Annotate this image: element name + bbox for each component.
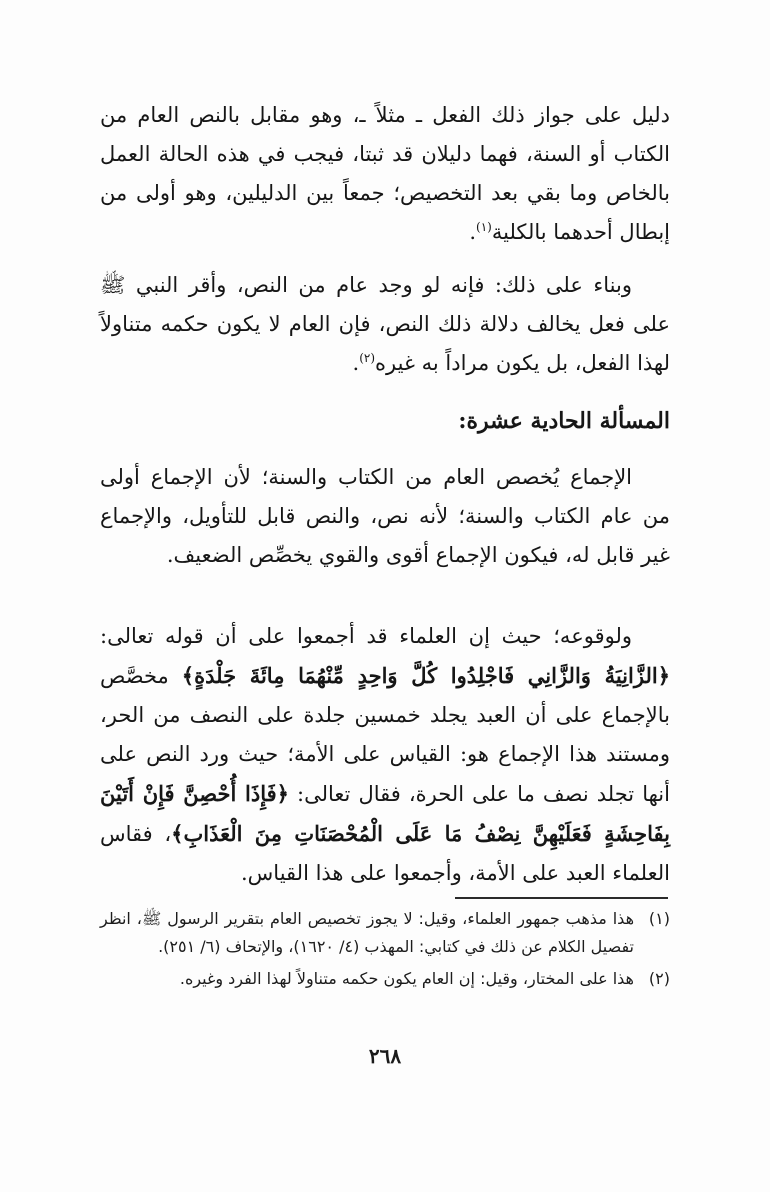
paragraph-3	[100, 458, 670, 575]
quran-bracket-open-2: ﴿	[276, 781, 289, 806]
paragraph-4-middle: مخصَّص بالإجماع على أن العبد يجلد خمسين جلدة على النصف من الحر، ومستند هذا الإجماع هو: القياس على الأمة؛ حيث ورد النص على أنها تجلد نصف ما على الحرة، فقال تعالى:	[100, 664, 670, 806]
footnote-ref-1: (١)	[476, 220, 492, 234]
quran-verse-2: فَإِذَا أُحْصِنَّ فَإِنْ أَتَيْنَ بِفَاحِشَةٍ فَعَلَيْهِنَّ نِصْفُ مَا عَلَى الْمُحْصَنَاتِ مِنَ الْعَذَابِ	[100, 781, 670, 846]
footnote-2-text: هذا على المختار، وقيل: إن العام يكون حكمه متناولاً لهذا الفرد وغيره.	[179, 969, 634, 988]
paragraph-2	[100, 266, 670, 383]
quran-bracket-open: ﴿	[657, 663, 670, 688]
paragraph-1-text: دليل على جواز ذلك الفعل ـ مثلاً ـ، وهو مقابل بالنص العام من الكتاب أو السنة، فهما دليلان قد ثبتا، فيجب في هذه الحالة العمل بالخاص وما بقي بعد التخصيص؛ جمعاً بين الدليلين، وهو أولى من إبطال أحدهما بالكلية	[100, 103, 670, 244]
paragraph-3-text: الإجماع يُخصص العام من الكتاب والسنة؛ لأن الإجماع أولى من عام الكتاب والسنة؛ لأنه نص، والنص قابل للتأويل، والإجماع غير قابل له، فيكون الإجماع أقوى والقوي يخصِّص الضعيف.	[100, 465, 670, 567]
footnote-1-number: (١)	[648, 909, 670, 928]
footnote-ref-2: (٢)	[359, 351, 376, 365]
quran-bracket-close-2: ﴾	[171, 821, 184, 846]
footnotes	[100, 905, 670, 997]
paragraph-4	[100, 617, 670, 893]
paragraph-2-end: .	[352, 351, 360, 375]
section-heading: المسألة الحادية عشرة:	[458, 408, 670, 434]
page-number: ٢٦٨	[368, 1044, 402, 1068]
footnote-2-number: (٢)	[648, 969, 670, 988]
quran-bracket-close: ﴾	[181, 663, 195, 688]
paragraph-4-end: ، فقاس العلماء العبد على الأمة، وأجمعوا على هذا القياس.	[100, 822, 670, 885]
paragraph-2-text: وبناء على ذلك: فإنه لو وجد عام من النص، وأقر النبي ﷺ على فعل يخالف دلالة ذلك النص، فإن العام لا يكون حكمه متناولاً لهذا الفعل، بل يكون مراداً به غيره	[100, 273, 670, 375]
footnote-1-text: هذا مذهب جمهور العلماء، وقيل: لا يجوز تخصيص العام بتقرير الرسول ﷺ، انظر تفصيل الكلام عن ذلك في كتابي: المهذب (٤/ ١٦٢٠)، والإتحاف (٦/ ٢٥١).	[100, 909, 634, 956]
paragraph-1	[100, 96, 670, 252]
footnote-1	[100, 905, 670, 961]
footnote-divider	[455, 897, 668, 899]
quran-verse-1: الزَّانِيَةُ وَالزَّانِي فَاجْلِدُوا كُلَّ وَاحِدٍ مِّنْهُمَا مِائَةَ جَلْدَةٍ	[194, 663, 658, 688]
paragraph-1-end: .	[469, 220, 477, 244]
paragraph-4-intro: ولوقوعه؛ حيث إن العلماء قد أجمعوا على أن قوله تعالى:	[100, 624, 632, 648]
footnote-2	[100, 965, 670, 993]
